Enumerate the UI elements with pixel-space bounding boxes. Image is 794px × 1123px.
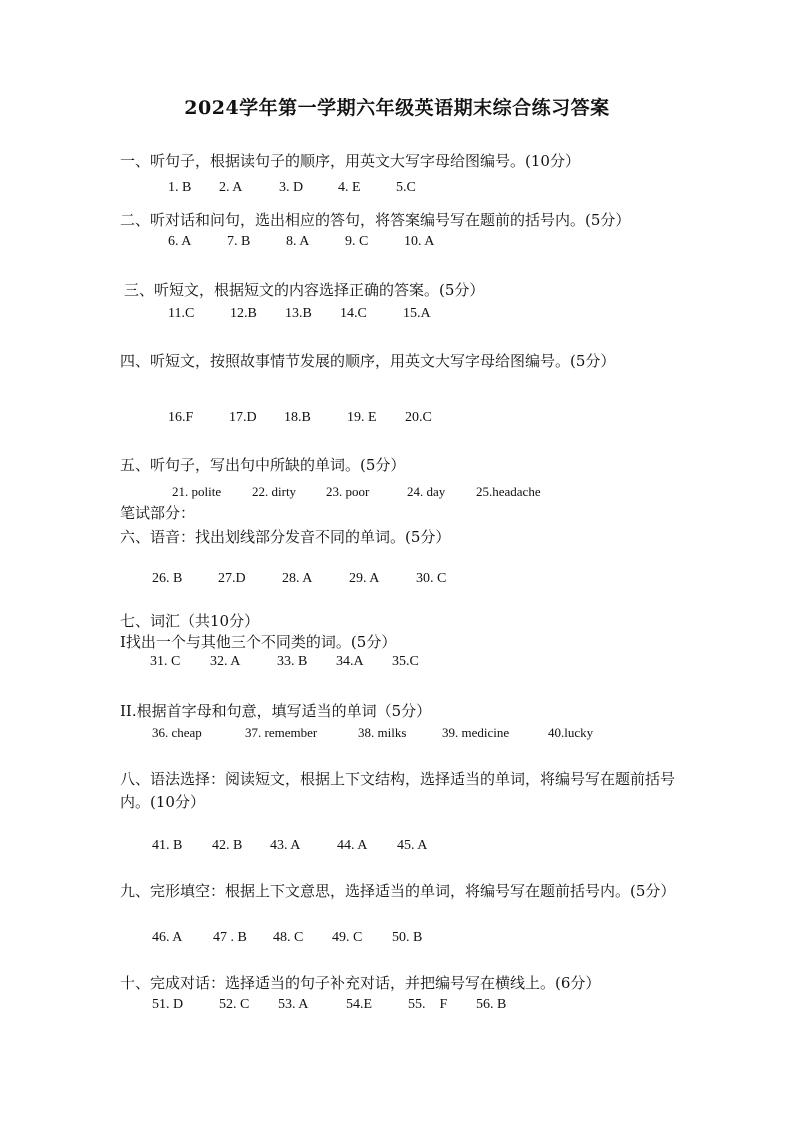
answer-41: 41. B xyxy=(152,838,183,853)
answer-45: 45. A xyxy=(397,838,428,853)
answer-38: 38. milks xyxy=(358,725,407,740)
section-7-part-1-heading: I找出一个与其他三个不同类的词。(5分） xyxy=(120,633,397,651)
answer-17: 17.D xyxy=(229,410,257,425)
answer-8: 8. A xyxy=(286,234,310,249)
answer-11: 11.C xyxy=(168,306,195,321)
answer-31: 31. C xyxy=(150,654,181,669)
answer-37: 37. remember xyxy=(245,725,318,740)
answer-20: 20.C xyxy=(405,410,432,425)
section-3-heading: 三、听短文，根据短文的内容选择正确的答案。(5分） xyxy=(124,281,485,299)
answer-34: 34.A xyxy=(336,654,364,669)
answer-22: 22. dirty xyxy=(252,484,297,499)
answer-53: 53. A xyxy=(278,997,309,1012)
answer-26: 26. B xyxy=(152,571,183,586)
answer-54: 54.E xyxy=(346,997,373,1012)
answer-16: 16.F xyxy=(168,410,194,425)
section-7-part-2-heading: II.根据首字母和句意，填写适当的单词（5分） xyxy=(120,702,432,720)
section-9-heading: 九、完形填空：根据上下文意思，选择适当的单词，将编号写在题前括号内。(5分） xyxy=(120,882,676,900)
answer-4: 4. E xyxy=(338,180,361,195)
answer-32: 32. A xyxy=(210,654,241,669)
answer-7: 7. B xyxy=(227,234,251,249)
answer-56: 56. B xyxy=(476,997,507,1012)
answer-52: 52. C xyxy=(219,997,250,1012)
answer-14: 14.C xyxy=(340,306,367,321)
section-8-heading: 八、语法选择：阅读短文，根据上下文结构，选择适当的单词，将编号写在题前括号内。(10分） xyxy=(120,770,676,811)
answer-28: 28. A xyxy=(282,571,313,586)
answer-49: 49. C xyxy=(332,930,363,945)
answer-2: 2. A xyxy=(219,180,243,195)
answer-23: 23. poor xyxy=(326,484,370,499)
answer-51: 51. D xyxy=(152,997,184,1012)
answer-36: 36. cheap xyxy=(152,725,202,740)
answer-13: 13.B xyxy=(285,306,312,321)
section-7-heading: 七、词汇（共10分） xyxy=(120,612,260,630)
answer-48: 48. C xyxy=(273,930,304,945)
answer-9: 9. C xyxy=(345,234,369,249)
section-10-heading: 十、完成对话：选择适当的句子补充对话，并把编号写在横线上。(6分） xyxy=(120,974,601,992)
answer-30: 30. C xyxy=(416,571,447,586)
answer-6: 6. A xyxy=(168,234,192,249)
answer-25: 25.headache xyxy=(476,484,541,499)
answer-42: 42. B xyxy=(212,838,243,853)
answer-46: 46. A xyxy=(152,930,183,945)
answer-5: 5.C xyxy=(396,180,416,195)
answer-44: 44. A xyxy=(337,838,368,853)
answer-1: 1. B xyxy=(168,180,192,195)
section-6-heading: 六、语音：找出划线部分发音不同的单词。(5分） xyxy=(120,528,451,546)
answer-50: 50. B xyxy=(392,930,423,945)
answer-10: 10. A xyxy=(404,234,435,249)
answer-18: 18.B xyxy=(284,410,311,425)
answer-27: 27.D xyxy=(218,571,246,586)
section-2-heading: 二、听对话和问句，选出相应的答句，将答案编号写在题前的括号内。(5分） xyxy=(120,211,631,229)
section-1-heading: 一、听句子，根据读句子的顺序，用英文大写字母给图编号。(10分） xyxy=(120,152,580,170)
answer-3: 3. D xyxy=(279,180,304,195)
section-4-heading: 四、听短文，按照故事情节发展的顺序，用英文大写字母给图编号。(5分） xyxy=(120,352,616,370)
answer-35: 35.C xyxy=(392,654,419,669)
answer-47: 47 . B xyxy=(213,930,247,945)
written-part-label: 笔试部分： xyxy=(120,504,196,522)
answer-40: 40.lucky xyxy=(548,725,594,740)
answer-33: 33. B xyxy=(277,654,308,669)
answer-15: 15.A xyxy=(403,306,431,321)
answer-24: 24. day xyxy=(407,484,446,499)
document-title: 2024学年第一学期六年级英语期末综合练习答案 xyxy=(184,97,610,119)
answer-39: 39. medicine xyxy=(442,725,510,740)
answer-55: 55. F xyxy=(408,997,448,1012)
answer-21: 21. polite xyxy=(172,484,222,499)
answer-19: 19. E xyxy=(347,410,377,425)
section-5-heading: 五、听句子，写出句中所缺的单词。(5分） xyxy=(120,456,406,474)
answer-43: 43. A xyxy=(270,838,301,853)
answer-29: 29. A xyxy=(349,571,380,586)
answer-12: 12.B xyxy=(230,306,257,321)
